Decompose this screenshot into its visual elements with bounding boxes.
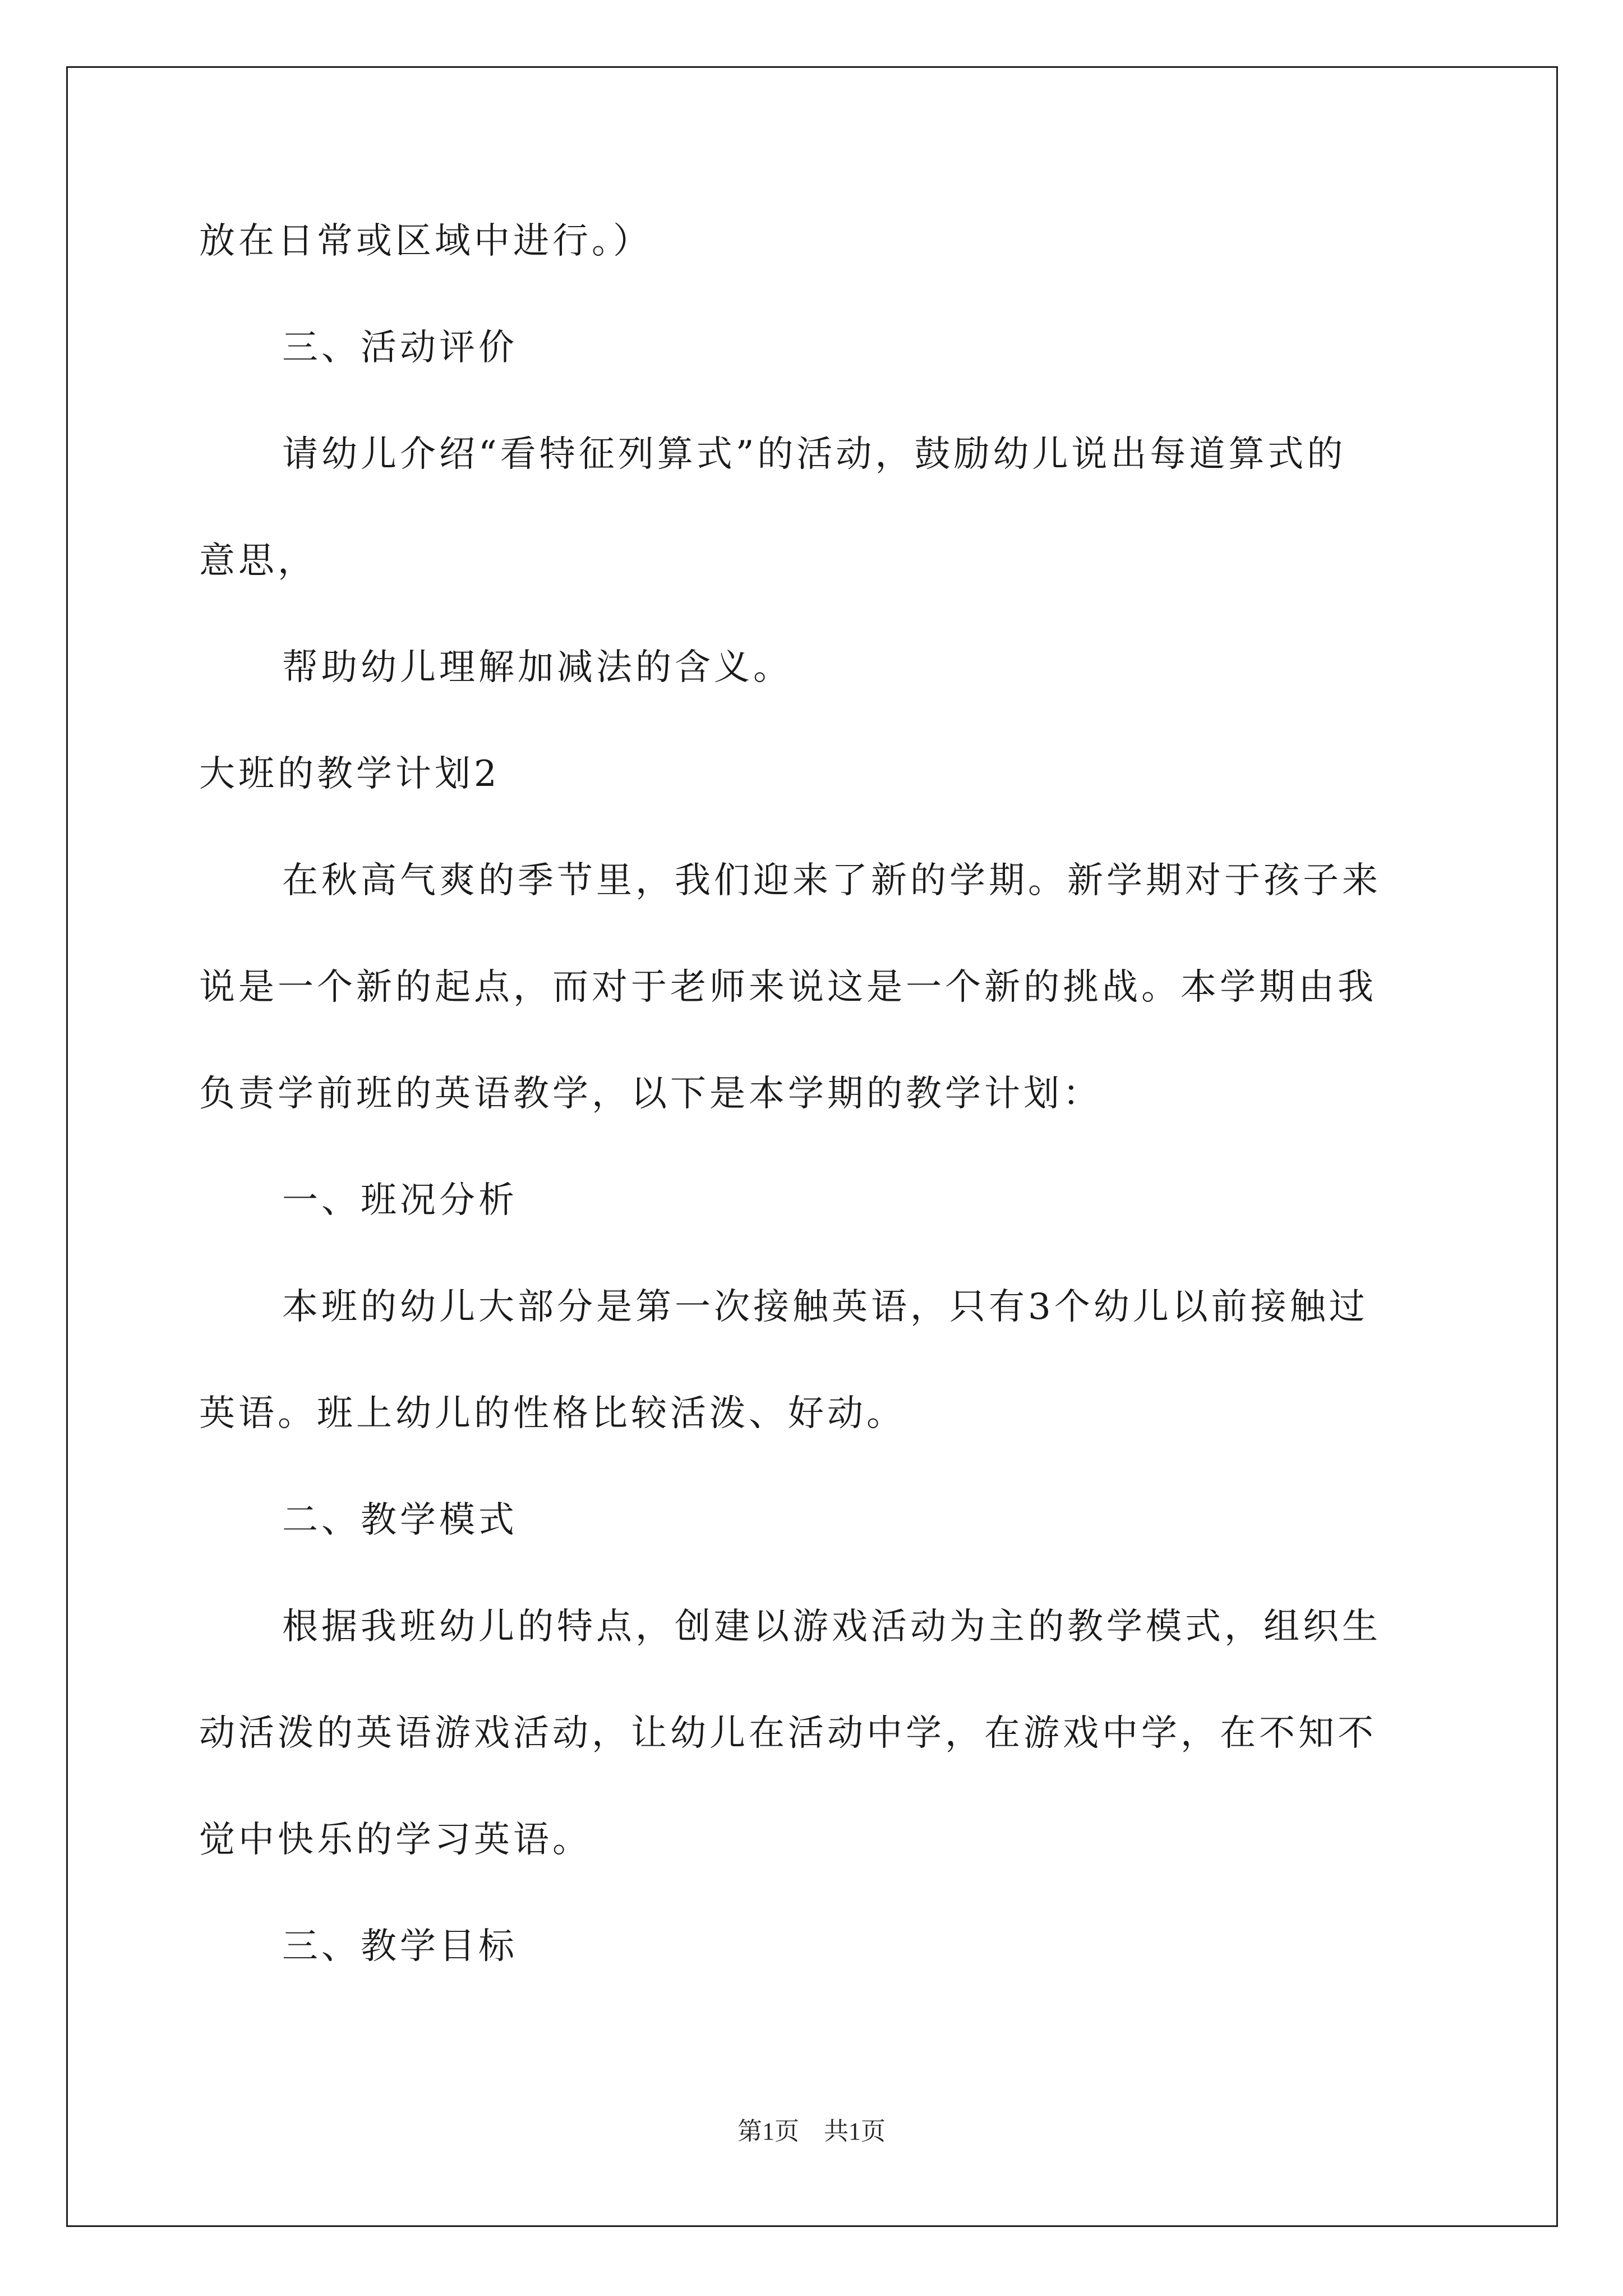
page-number: 第1页 共1页 bbox=[737, 2118, 886, 2145]
section-heading: 二、教学模式 bbox=[282, 1499, 518, 1541]
paragraph-line: 本班的幼儿大部分是第一次接触英语，只有3个幼儿以前接触过 bbox=[282, 1286, 1368, 1328]
paragraph-line: 请幼儿介绍“看特征列算式”的活动，鼓励幼儿说出每道算式的 bbox=[282, 434, 1347, 475]
paragraph-line: 负责学前班的英语教学，以下是本学期的教学计划： bbox=[199, 1073, 1102, 1115]
paragraph-line: 放在日常或区域中进行。） bbox=[199, 220, 652, 262]
paragraph-line: 根据我班幼儿的特点，创建以游戏活动为主的教学模式，组织生 bbox=[282, 1606, 1381, 1648]
paragraph-line: 在秋高气爽的季节里，我们迎来了新的学期。新学期对于孩子来 bbox=[282, 860, 1381, 901]
page-border bbox=[66, 66, 1558, 2227]
paragraph-line: 说是一个新的起点，而对于老师来说这是一个新的挑战。本学期由我 bbox=[199, 967, 1377, 1008]
paragraph-line: 动活泼的英语游戏活动，让幼儿在活动中学，在游戏中学，在不知不 bbox=[199, 1713, 1377, 1754]
paragraph-line: 意思， bbox=[199, 540, 317, 582]
paragraph-line: 帮助幼儿理解加减法的含义。 bbox=[282, 647, 792, 688]
section-heading: 一、班况分析 bbox=[282, 1180, 518, 1221]
document-title: 大班的教学计划2 bbox=[199, 753, 500, 795]
section-heading: 三、活动评价 bbox=[282, 327, 518, 369]
paragraph-line: 觉中快乐的学习英语。 bbox=[199, 1819, 592, 1861]
section-heading: 三、教学目标 bbox=[282, 1926, 518, 1967]
paragraph-line: 英语。班上幼儿的性格比较活泼、好动。 bbox=[199, 1393, 906, 1434]
